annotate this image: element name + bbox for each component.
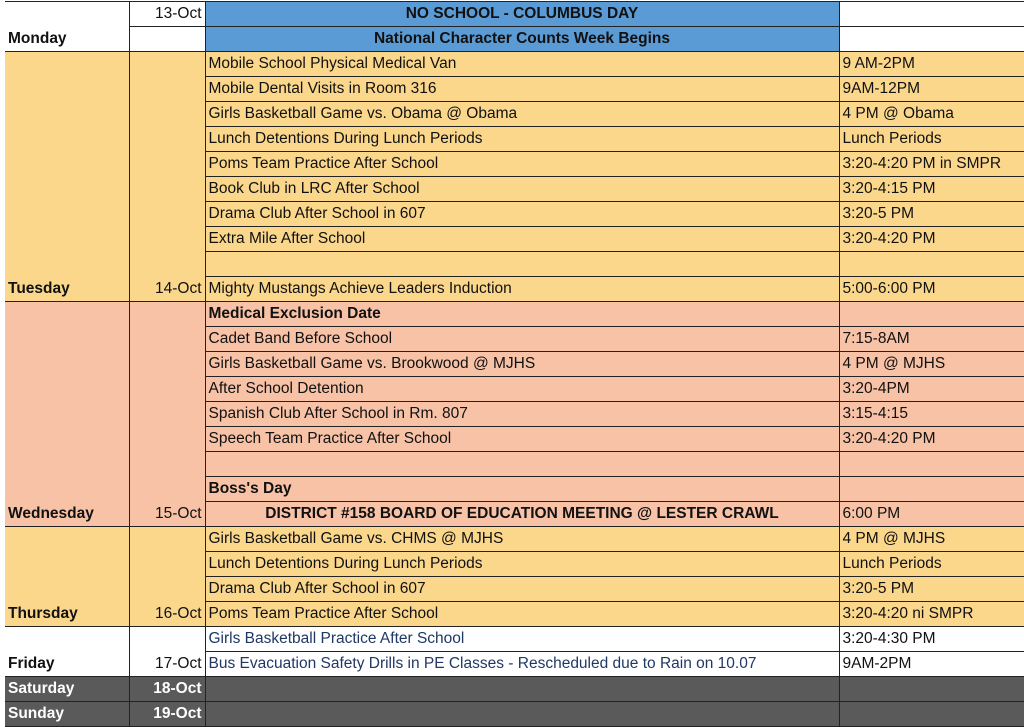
time-cell[interactable]: 3:20-4:15 PM xyxy=(839,177,1024,202)
time-cell[interactable]: 9 AM-2PM xyxy=(839,52,1024,77)
event-cell[interactable]: Drama Club After School in 607 xyxy=(205,576,839,601)
sunday-row xyxy=(5,701,1024,726)
sunday-date-cell[interactable]: 19-Oct xyxy=(129,701,205,726)
event-cell[interactable]: Mobile School Physical Medical Van xyxy=(205,52,839,77)
tuesday-row xyxy=(5,52,1024,77)
time-cell[interactable]: 3:15-4:15 xyxy=(839,401,1024,426)
time-cell[interactable]: Lunch Periods xyxy=(839,551,1024,576)
event-cell[interactable]: Extra Mile After School xyxy=(205,227,839,252)
time-cell[interactable]: Lunch Periods xyxy=(839,127,1024,152)
event-cell[interactable] xyxy=(205,252,839,277)
wednesday-row xyxy=(5,301,1024,326)
event-cell[interactable]: Girls Basketball Game vs. CHMS @ MJHS xyxy=(205,526,839,551)
time-cell[interactable]: 3:20-4:20 PM xyxy=(839,227,1024,252)
banner-no-school[interactable]: NO SCHOOL - COLUMBUS DAY xyxy=(205,2,839,27)
event-cell[interactable] xyxy=(205,451,839,476)
event-cell[interactable]: Medical Exclusion Date xyxy=(205,301,839,326)
event-cell[interactable]: Mighty Mustangs Achieve Leaders Induction xyxy=(205,276,839,301)
time-cell[interactable]: 3:20-4PM xyxy=(839,376,1024,401)
time-cell[interactable]: 9AM-12PM xyxy=(839,77,1024,102)
event-cell[interactable]: Girls Basketball Practice After School xyxy=(205,626,839,651)
date-cell-empty[interactable] xyxy=(129,27,205,52)
time-cell[interactable]: 7:15-8AM xyxy=(839,326,1024,351)
tuesday-date-cell[interactable]: 14-Oct xyxy=(129,52,205,302)
event-cell[interactable]: Poms Team Practice After School xyxy=(205,601,839,626)
time-cell[interactable] xyxy=(839,676,1024,701)
time-cell[interactable] xyxy=(839,27,1024,52)
event-cell[interactable]: Girls Basketball Game vs. Obama @ Obama xyxy=(205,102,839,127)
event-cell[interactable]: Speech Team Practice After School xyxy=(205,426,839,451)
sunday-day-cell[interactable]: Sunday xyxy=(5,701,129,726)
event-cell[interactable]: Lunch Detentions During Lunch Periods xyxy=(205,127,839,152)
time-cell[interactable]: 4 PM @ MJHS xyxy=(839,351,1024,376)
time-cell[interactable] xyxy=(839,476,1024,501)
time-cell[interactable]: 3:20-4:20 PM xyxy=(839,426,1024,451)
event-cell[interactable]: Lunch Detentions During Lunch Periods xyxy=(205,551,839,576)
time-cell[interactable] xyxy=(839,451,1024,476)
time-cell[interactable]: 3:20-5 PM xyxy=(839,576,1024,601)
tuesday-day-cell[interactable]: Tuesday xyxy=(5,52,129,302)
time-cell[interactable] xyxy=(839,701,1024,726)
saturday-row xyxy=(5,676,1024,701)
event-cell[interactable]: Spanish Club After School in Rm. 807 xyxy=(205,401,839,426)
monday-day-cell[interactable]: Monday xyxy=(5,2,129,52)
event-cell[interactable] xyxy=(205,701,839,726)
schedule-table xyxy=(5,1,1024,727)
monday-row-2 xyxy=(5,27,1024,52)
time-cell[interactable] xyxy=(839,2,1024,27)
time-cell[interactable]: 3:20-4:20 ni SMPR xyxy=(839,601,1024,626)
event-cell[interactable]: Drama Club After School in 607 xyxy=(205,202,839,227)
time-cell[interactable]: 3:20-4:30 PM xyxy=(839,626,1024,651)
time-cell[interactable]: 5:00-6:00 PM xyxy=(839,276,1024,301)
event-cell[interactable]: After School Detention xyxy=(205,376,839,401)
time-cell[interactable]: 6:00 PM xyxy=(839,501,1024,526)
wednesday-date-cell[interactable]: 15-Oct xyxy=(129,301,205,526)
event-cell[interactable]: Boss's Day xyxy=(205,476,839,501)
event-cell[interactable] xyxy=(205,676,839,701)
event-cell[interactable]: Book Club in LRC After School xyxy=(205,177,839,202)
saturday-date-cell[interactable]: 18-Oct xyxy=(129,676,205,701)
saturday-day-cell[interactable]: Saturday xyxy=(5,676,129,701)
time-cell[interactable] xyxy=(839,301,1024,326)
event-cell[interactable]: Cadet Band Before School xyxy=(205,326,839,351)
thursday-day-cell[interactable]: Thursday xyxy=(5,526,129,626)
time-cell[interactable]: 9AM-2PM xyxy=(839,651,1024,676)
thursday-row xyxy=(5,526,1024,551)
friday-day-cell[interactable]: Friday xyxy=(5,626,129,676)
time-cell[interactable]: 4 PM @ Obama xyxy=(839,102,1024,127)
banner-character-week[interactable]: National Character Counts Week Begins xyxy=(205,27,839,52)
thursday-date-cell[interactable]: 16-Oct xyxy=(129,526,205,626)
event-cell[interactable]: Mobile Dental Visits in Room 316 xyxy=(205,77,839,102)
friday-row xyxy=(5,626,1024,651)
time-cell[interactable]: 3:20-5 PM xyxy=(839,202,1024,227)
event-cell[interactable]: Poms Team Practice After School xyxy=(205,152,839,177)
event-cell[interactable]: Bus Evacuation Safety Drills in PE Classes - Rescheduled due to Rain on 10.07 xyxy=(205,651,839,676)
event-cell[interactable]: Girls Basketball Game vs. Brookwood @ MJHS xyxy=(205,351,839,376)
time-cell[interactable] xyxy=(839,252,1024,277)
friday-date-cell[interactable]: 17-Oct xyxy=(129,626,205,676)
wednesday-day-cell[interactable]: Wednesday xyxy=(5,301,129,526)
time-cell[interactable]: 4 PM @ MJHS xyxy=(839,526,1024,551)
event-cell[interactable]: DISTRICT #158 BOARD OF EDUCATION MEETING @ LESTER CRAWL xyxy=(205,501,839,526)
monday-date-cell[interactable]: 13-Oct xyxy=(129,2,205,27)
time-cell[interactable]: 3:20-4:20 PM in SMPR xyxy=(839,152,1024,177)
monday-row-1 xyxy=(5,2,1024,27)
